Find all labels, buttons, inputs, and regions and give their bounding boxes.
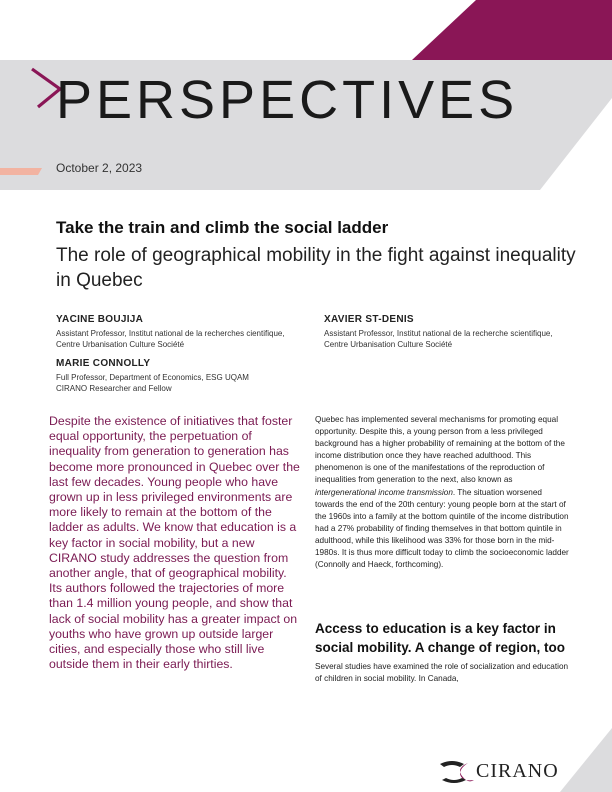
body-paragraph: Several studies have examined the role of socialization and education of children in social mobility. In Canada,	[315, 662, 569, 684]
section-heading: Access to education is a key factor in social mobility. A change of region, too	[315, 621, 566, 655]
cirano-logo	[438, 758, 608, 786]
author-name: YACINE BOUJIJA	[56, 314, 144, 325]
author-block	[56, 314, 318, 350]
article-title: Take the train and climb the social ladder	[56, 218, 389, 237]
author-name: XAVIER ST-DENIS	[324, 314, 414, 325]
body-text-segment: Quebec has implemented several mechanisms for promoting equal opportunity. Despite this, a young person from a less privileged background has a higher probability of remaining at the bottom of the income distribution once they have reached adulthood. This phenomenon is one of the manifestations of the reproduction of inequalities from generation to the next, also known as	[315, 415, 565, 485]
author-affiliation: Full Professor, Department of Economics, ESG UQAM	[56, 373, 249, 382]
author-affiliation: Centre Urbanisation Culture Société	[324, 340, 453, 349]
perspectives-logo: PERSPECTIVES	[56, 70, 519, 130]
emphasized-term: intergenerational income transmission	[315, 487, 453, 497]
cirano-wordmark: CIRANO	[476, 760, 559, 782]
maroon-corner-band	[412, 0, 612, 60]
body-text-segment: . The situation worsened towards the end of the 20th century: young people born at the start of the 1960s into a family at the bottom quintile of the income distribution had a 27% probability of finding themselves in that bottom quintile in adulthood, while this likelihood was 33% for those born in the mid-1980s. It is thus more difficult today to climb the socioeconomic ladder (Connolly and Haeck, forthcoming).	[315, 487, 569, 570]
article-subtitle: The role of geographical mobility in the fight against inequality in Quebec	[56, 245, 576, 291]
author-affiliation: Centre Urbanisation Culture Société	[56, 340, 185, 349]
author-affiliation: CIRANO Researcher and Fellow	[56, 384, 172, 393]
cirano-swoosh-icon	[438, 758, 476, 786]
author-name: MARIE CONNOLLY	[56, 358, 151, 369]
author-affiliation: Assistant Professor, Institut national de la recherche scientifique,	[324, 329, 553, 338]
author-block	[324, 314, 586, 350]
author-block	[56, 358, 318, 394]
body-paragraph	[315, 414, 570, 571]
lead-paragraph: Despite the existence of initiatives that foster equal opportunity, the perpetuation of inequality from generation to generation has become more pronounced in Quebec over the last few decades. Young people who have grown up in less privileged environments are more likely to remain at the bottom of the ladder as adults. We know that education is a key factor in social mobility, but a new CIRANO study addresses the question from another angle, that of geographical mobility. Its authors followed the trajectories of more than 1.4 million young people, and show that lack of social mobility has a greater impact on youths who have grown up outside larger cities, and especially those who still live outside them in their early thirties.	[49, 414, 300, 672]
salmon-accent	[0, 168, 42, 175]
author-affiliation: Assistant Professor, Institut national de la recherches cientifique,	[56, 329, 285, 338]
publication-date: October 2, 2023	[56, 161, 143, 175]
